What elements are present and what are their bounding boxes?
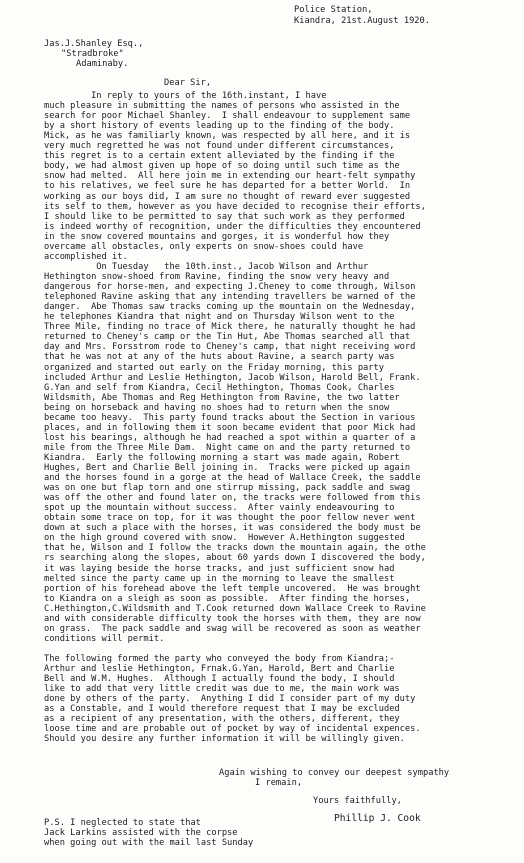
paragraph-1-line: much pleasure in submitting the names of persons who assisted in the	[44, 101, 400, 112]
paragraph-1-line: body, we had almost given up hope of so doing until such time as the	[44, 161, 400, 172]
closing-line-3: Yours faithfully,	[313, 796, 402, 806]
paragraph-3-line: Should you desire any further information it will be willingly given.	[44, 734, 405, 745]
signature: Phillip J. Cook	[334, 813, 421, 824]
paragraph-1-line: by a short history of events leading up to the finding of the body.	[44, 121, 395, 132]
paragraph-2-line: became too heavy. This party found tracks about the Section in various	[44, 412, 416, 423]
paragraph-2-line: conditions will permit.	[44, 633, 165, 644]
paragraph-2-line: C.Hethington,C.Wildsmith and T.Cook returned down Wallace Creek to Ravine	[44, 603, 426, 614]
paragraph-3-line: as a Constable, and I would therefore request that I may be excluded	[44, 704, 400, 715]
paragraph-1-line: is indeed worthy of recognition, under the difficulties they encountered	[44, 221, 421, 232]
paragraph-2-line: spot up the mountain without success. After vainly endeavouring to	[44, 503, 395, 514]
paragraph-2-line: On Tuesday the 10th.inst., Jacob Wilson and Arthur	[44, 262, 369, 272]
paragraph-2-line: and the horses found in a gorge at the head of Wallace Creek, the saddle	[44, 473, 421, 484]
paragraph-1-line: search for poor Michael Shanley. I shall endeavour to supplement same	[44, 111, 411, 122]
paragraph-1-line: to his relatives, we feel sure he has departed for a better World. In	[44, 181, 411, 192]
paragraph-2-line: melted since the party came up in the morning to leave the smallest	[44, 573, 395, 584]
paragraph-2-line: he telephones Kiandra that night and on Thursday Wilson went to the	[44, 312, 395, 323]
paragraph-2-line: day and Mrs. Forsstrom rode to Cheney's camp, that night receiving word	[44, 342, 416, 353]
paragraph-2-line: being on horseback and having no shoes had to return when the snow	[44, 402, 390, 413]
paragraph-2-line: danger. Abe Thomas saw tracks coming up the mountain on the Wednesday,	[44, 302, 416, 313]
paragraph-2-line: Hethington snow-shoed from Ravine, finding the snow very heavy and	[44, 272, 390, 283]
paragraph-3-line: done by others of the party. Anything I did I consider part of my duty	[44, 694, 416, 705]
addressee-house: "Stradbroke"	[61, 49, 124, 59]
paragraph-2-line: Three Mile, finding no trace of Mick there, he naturally thought he had	[44, 322, 416, 333]
paragraph-2-line: places, and in following them it soon became evident that poor Mick had	[44, 422, 416, 433]
paragraph-2-line: that he was not at any of the huts about Ravine, a search party was	[44, 352, 395, 363]
postscript-line: P.S. I neglected to state that	[44, 818, 201, 828]
paragraph-2-line: to Kiandra on a sleigh as soon as possible. After finding the horses,	[44, 593, 411, 604]
paragraph-3-line: like to add that very little credit was due to me, the main work was	[44, 684, 400, 695]
paragraph-3-line: loose time and are probable out of pocket by way of incidental expences.	[44, 724, 421, 735]
closing-line-1: Again wishing to convey our deepest sympathy	[219, 768, 450, 778]
closing-line-2: I remain,	[255, 778, 303, 788]
paragraph-2-line: telephoned Ravine asking that any intending travellers be warned of the	[44, 292, 416, 303]
paragraph-2-line: and with considerable difficulty took the horses with them, they are now	[44, 613, 421, 624]
paragraph-2-line: lost his bearings, although he had reached a spot within a quarter of a	[44, 432, 416, 443]
paragraph-2-line: that he, Wilson and I follow the tracks down the mountain again, the othe	[44, 543, 426, 554]
paragraph-3-line: as a recipient of any presentation, with the others, different, they	[44, 714, 400, 725]
salutation: Dear Sir,	[164, 78, 212, 88]
paragraph-1-line: working as our boys did, I am sure no thought of reward ever suggested	[44, 191, 411, 202]
paragraph-2-line: obtain some trace on top, for it was thought the poor fellow never went	[44, 513, 416, 524]
paragraph-2-line: down at such a place with the horses, it was considered the body must be	[44, 523, 421, 534]
paragraph-2-line: mile from the Three Mile Dam. Night came on and the party returned to	[44, 442, 411, 453]
postscript-line: Jack Larkins assisted with the corpse	[44, 828, 238, 839]
paragraph-1-line: Mick, as he was familiarly known, was respected by all here, and it is	[44, 131, 411, 142]
paragraph-1-line: overcame all obstacles, only experts on snow-shoes could have	[44, 241, 364, 252]
paragraph-2-line: was off the other and found later on, the tracks were followed from this	[44, 493, 421, 504]
paragraph-2-line: included Arthur and Leslie Hethington, Jacob Wilson, Harold Bell, Frank.	[44, 372, 421, 383]
paragraph-2-line: G.Yan and self from Kiandra, Cecil Hethington, Thomas Cook, Charles	[44, 382, 395, 393]
paragraph-2-line: Hughes, Bert and Charlie Bell joining in. Tracks were picked up again	[44, 463, 411, 473]
paragraph-3-line: Arthur and leslie Hethington, Frnak.G.Yan, Harold, Bert and Charlie	[44, 664, 395, 675]
paragraph-1-line: snow had melted. All here join me in extending our heart-felt sympathy	[44, 171, 416, 182]
postscript-line: when going out with the mail last Sunday	[44, 838, 254, 849]
paragraph-2-line: dangerous for horse-men, and expecting J.Cheney to come through, Wilson	[44, 282, 416, 293]
paragraph-1-line: In reply to yours of the 16th.instant, I have	[44, 91, 327, 101]
paragraph-2-line: was on one but flap torn and one stirrup missing, pack saddle and swag	[44, 483, 411, 494]
letterhead-line-2: Kiandra, 21st.August 1920.	[294, 16, 430, 26]
paragraph-3-line: Bell and W.M. Hughes. Although I actually found the body, I should	[44, 674, 395, 685]
paragraph-1-line: its self to them, however as you have decided to recognise their efforts,	[44, 201, 426, 212]
paragraph-2-line: organized and started out early on the Friday morning, this party	[44, 362, 384, 373]
addressee-town: Adaminaby.	[76, 59, 129, 69]
addressee-name: Jas.J.Shanley Esq.,	[44, 39, 144, 49]
paragraph-1-line: this regret is to a certain extent alleviated by the finding if the	[44, 151, 395, 162]
paragraph-2-line: on grass. The pack saddle and swag will be recovered as soon as weather	[44, 623, 421, 634]
paragraph-2-line: rs searching along the slopes, about 60 yards down I discovered the body,	[44, 553, 426, 564]
paragraph-2-line: it was laying beside the horse tracks, and just sufficient snow had	[44, 563, 395, 574]
paragraph-2-line: portion of his forehead above the left temple uncovered. He was brought	[44, 583, 421, 594]
paragraph-2-line: returned to Cheney's camp or the Tin Hut, Abe Thomas searched all that	[44, 332, 411, 343]
paragraph-2-line: Kiandra. Early the following morning a start was made again, Robert	[44, 452, 400, 463]
paragraph-1-line: very much regretted he was not found under different circumstances,	[44, 141, 395, 152]
paragraph-2-line: Wildsmith, Abe Thomas and Reg Hethington from Ravine, the two latter	[44, 392, 400, 403]
paragraph-1-line: I should like to be permitted to say that such work as they performed	[44, 211, 405, 222]
paragraph-1-line: accomplished it.	[44, 251, 128, 262]
paragraph-1-line: in the snow covered mountains and gorges, it is wonderful how they	[44, 231, 390, 242]
paragraph-3-line: The following formed the party who conveyed the body from Kiandra;-	[44, 654, 395, 664]
paragraph-2-line: on the high ground covered with snow. However A.Hethington suggested	[44, 533, 405, 544]
letterhead-line-1: Police Station,	[294, 5, 373, 15]
